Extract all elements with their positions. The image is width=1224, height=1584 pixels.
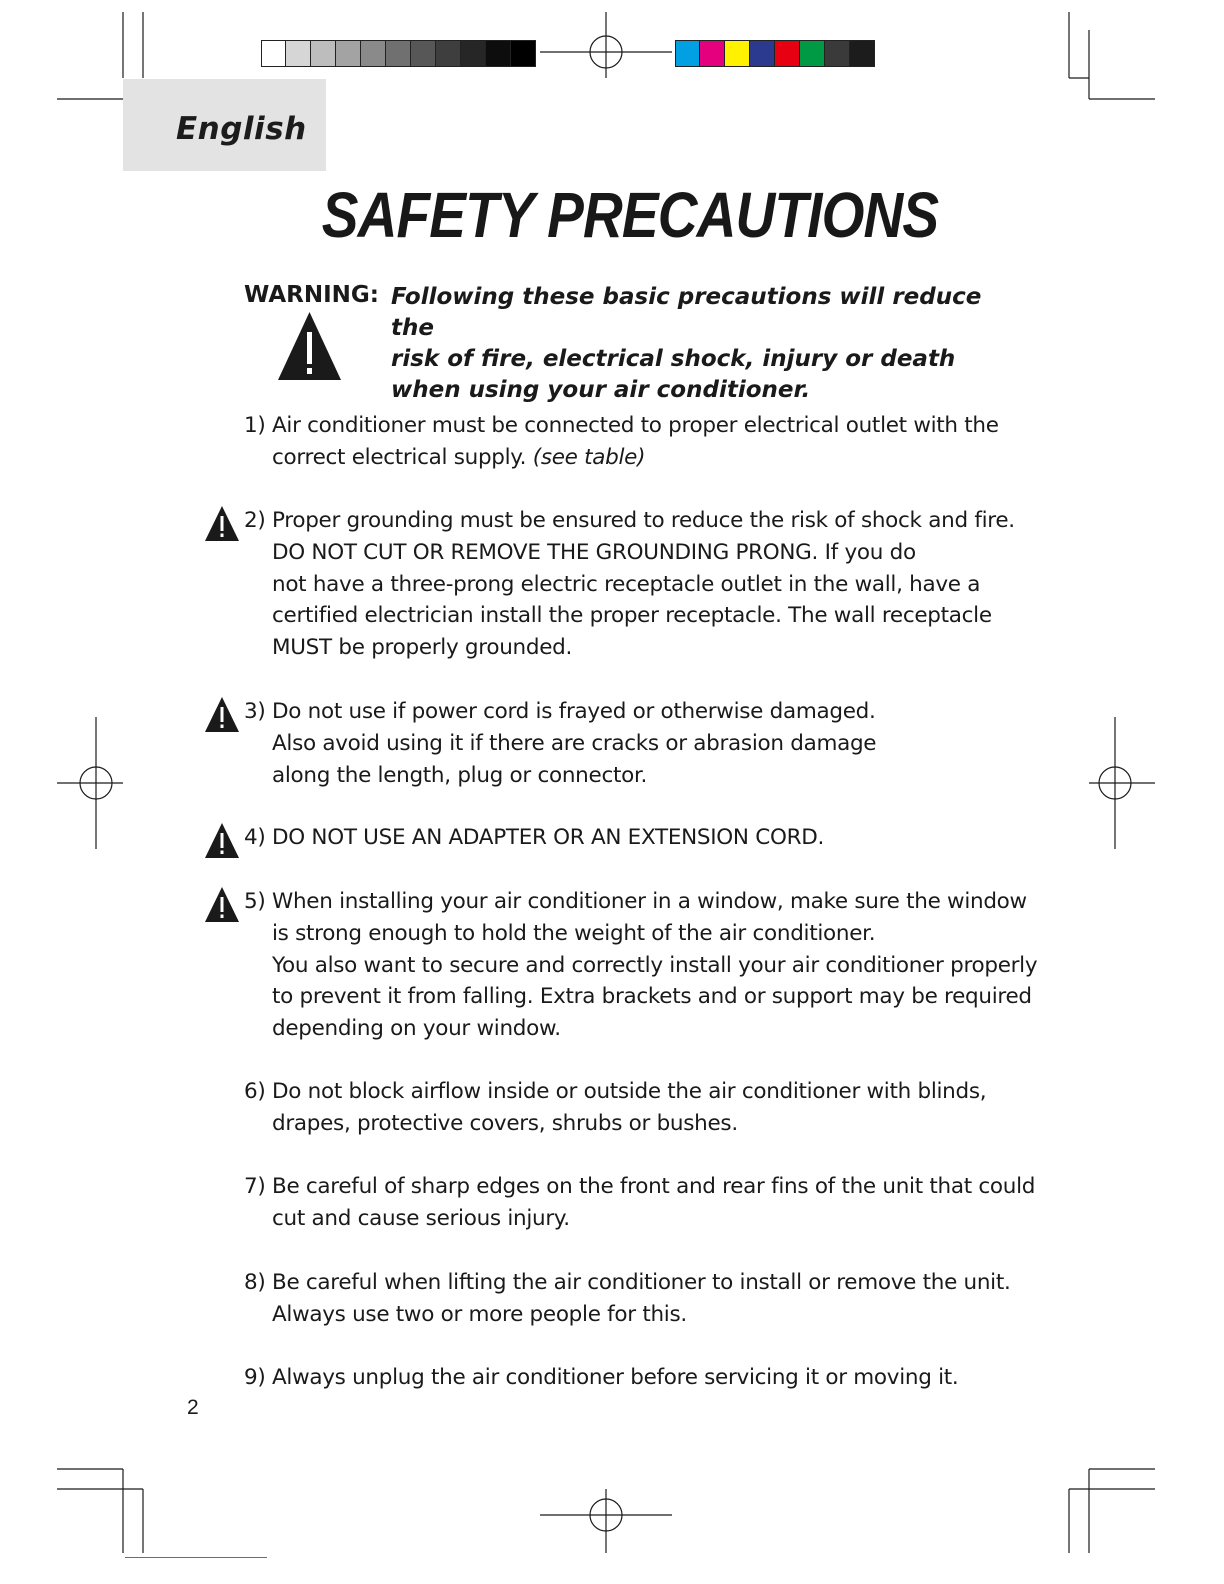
item-number: 9) [244, 1365, 266, 1390]
calibration-swatch [461, 41, 486, 66]
item-number: 1) [244, 413, 266, 438]
item-line-text: along the length, plug or connector. [272, 762, 648, 788]
item-line [272, 600, 1014, 632]
precaution-item [244, 822, 1014, 854]
language-tab [123, 79, 326, 171]
item-number: 7) [244, 1174, 266, 1199]
item-line [272, 632, 1014, 664]
item-line [272, 410, 1014, 442]
item-line-text: DO NOT USE AN ADAPTER OR AN EXTENSION CORD. [272, 825, 825, 850]
warning-line: Following these basic precautions will reduce the [391, 284, 982, 341]
item-line-text: not have a three-prong electric receptacle outlet in the wall, have a [272, 571, 981, 597]
page-number: 2 [187, 1396, 199, 1419]
item-line [272, 1203, 1014, 1235]
item-line [272, 760, 1014, 792]
item-line-text: correct electrical supply. [272, 444, 527, 470]
item-note: (see table) [532, 444, 646, 470]
warning-triangle-icon [205, 697, 239, 732]
item-line-text: is strong enough to hold the weight of the air conditioner. [272, 920, 876, 946]
item-number: 5) [244, 889, 266, 914]
bottom-rule [125, 1557, 267, 1558]
precaution-item [244, 886, 1038, 1045]
grayscale-calibration-bar [261, 40, 536, 67]
warning-triangle-icon [205, 887, 239, 922]
precaution-item [244, 1076, 1014, 1140]
color-calibration-bar [675, 40, 875, 67]
calibration-swatch [311, 41, 336, 66]
calibration-swatch [486, 41, 511, 66]
precaution-item [244, 410, 1014, 474]
item-line-text: Proper grounding must be ensured to reduce the risk of shock and fire. [272, 508, 1015, 533]
item-line [272, 1076, 1014, 1108]
item-line-text: cut and cause serious injury. [272, 1205, 570, 1231]
item-line-text: certified electrician install the proper receptacle. The wall receptacle [272, 603, 992, 629]
item-line [272, 442, 1014, 474]
item-line [272, 950, 1038, 982]
item-line-text: Be careful of sharp edges on the front and rear fins of the unit that could [272, 1174, 1036, 1199]
item-line [272, 886, 1027, 918]
item-line-text: Also avoid using it if there are cracks or abrasion damage [272, 730, 877, 756]
item-number: 3) [244, 699, 266, 724]
item-number: 4) [244, 825, 266, 850]
item-text [272, 886, 1038, 1045]
item-line [272, 537, 1014, 569]
warning-triangle-icon [205, 506, 239, 541]
item-line [272, 569, 1014, 601]
language-label: English [176, 111, 307, 147]
item-line-text: Always unplug the air conditioner before servicing it or moving it. [272, 1365, 959, 1390]
item-line [272, 1108, 1014, 1140]
item-text [272, 696, 1014, 791]
calibration-swatch [825, 41, 850, 66]
calibration-swatch [361, 41, 386, 66]
item-line-text: depending on your window. [272, 1016, 561, 1042]
item-line [272, 1267, 1014, 1299]
calibration-swatch [511, 41, 536, 66]
item-line [272, 696, 1014, 728]
item-line [272, 1171, 1036, 1203]
precaution-item [244, 1267, 1014, 1331]
item-number: 6) [244, 1079, 266, 1104]
precaution-item [244, 1362, 1014, 1394]
calibration-swatch [261, 41, 286, 66]
calibration-swatch [675, 41, 700, 66]
warning-line: risk of fire, electrical shock, injury or death [391, 346, 956, 372]
calibration-swatch [411, 41, 436, 66]
calibration-swatch [725, 41, 750, 66]
page-title: SAFETY PRECAUTIONS [321, 179, 939, 251]
item-line-text: drapes, protective covers, shrubs or bushes. [272, 1110, 738, 1136]
precaution-item [244, 696, 1014, 791]
calibration-swatch [750, 41, 775, 66]
warning-label: WARNING: [244, 282, 379, 308]
item-text [272, 505, 1014, 664]
item-text [272, 1267, 1014, 1331]
calibration-swatch [800, 41, 825, 66]
item-line [272, 1362, 1014, 1394]
item-text [272, 1076, 1014, 1140]
item-line-text: Do not use if power cord is frayed or otherwise damaged. [272, 699, 876, 724]
item-line-text: to prevent it from falling. Extra brackets and or support may be required [272, 984, 1032, 1010]
item-line [272, 1013, 1014, 1045]
item-text [272, 410, 1014, 474]
item-text [272, 1171, 1036, 1235]
calibration-swatch [286, 41, 311, 66]
precaution-item [244, 505, 1014, 664]
precaution-item [244, 1171, 1036, 1235]
item-line [272, 505, 1014, 537]
calibration-swatch [850, 41, 875, 66]
item-number: 8) [244, 1270, 266, 1295]
item-line [272, 728, 1014, 760]
calibration-swatch [386, 41, 411, 66]
warning-text [391, 282, 1031, 406]
item-text [272, 1362, 1014, 1394]
item-line [272, 822, 1014, 854]
item-line-text: Do not block airflow inside or outside the air conditioner with blinds, [272, 1079, 987, 1104]
item-number: 2) [244, 508, 266, 533]
calibration-swatch [336, 41, 361, 66]
item-line-text: DO NOT CUT OR REMOVE THE GROUNDING PRONG. If you do [272, 539, 916, 565]
warning-triangle-icon [278, 312, 341, 380]
calibration-swatch [700, 41, 725, 66]
item-line-text: You also want to secure and correctly install your air conditioner properly [272, 952, 1038, 978]
warning-triangle-icon [205, 823, 239, 858]
item-line-text: Air conditioner must be connected to proper electrical outlet with the [272, 413, 999, 438]
item-line-text: Always use two or more people for this. [272, 1301, 687, 1327]
calibration-swatch [436, 41, 461, 66]
item-line [272, 918, 1014, 950]
calibration-swatch [775, 41, 800, 66]
item-line-text: Be careful when lifting the air conditioner to install or remove the unit. [272, 1270, 1011, 1295]
item-line-text: When installing your air conditioner in a window, make sure the window [272, 889, 1027, 914]
item-text [272, 822, 1014, 854]
warning-line: when using your air conditioner. [391, 377, 811, 403]
item-line [272, 1299, 1014, 1331]
item-line [272, 981, 1032, 1013]
item-line-text: MUST be properly grounded. [272, 635, 573, 661]
